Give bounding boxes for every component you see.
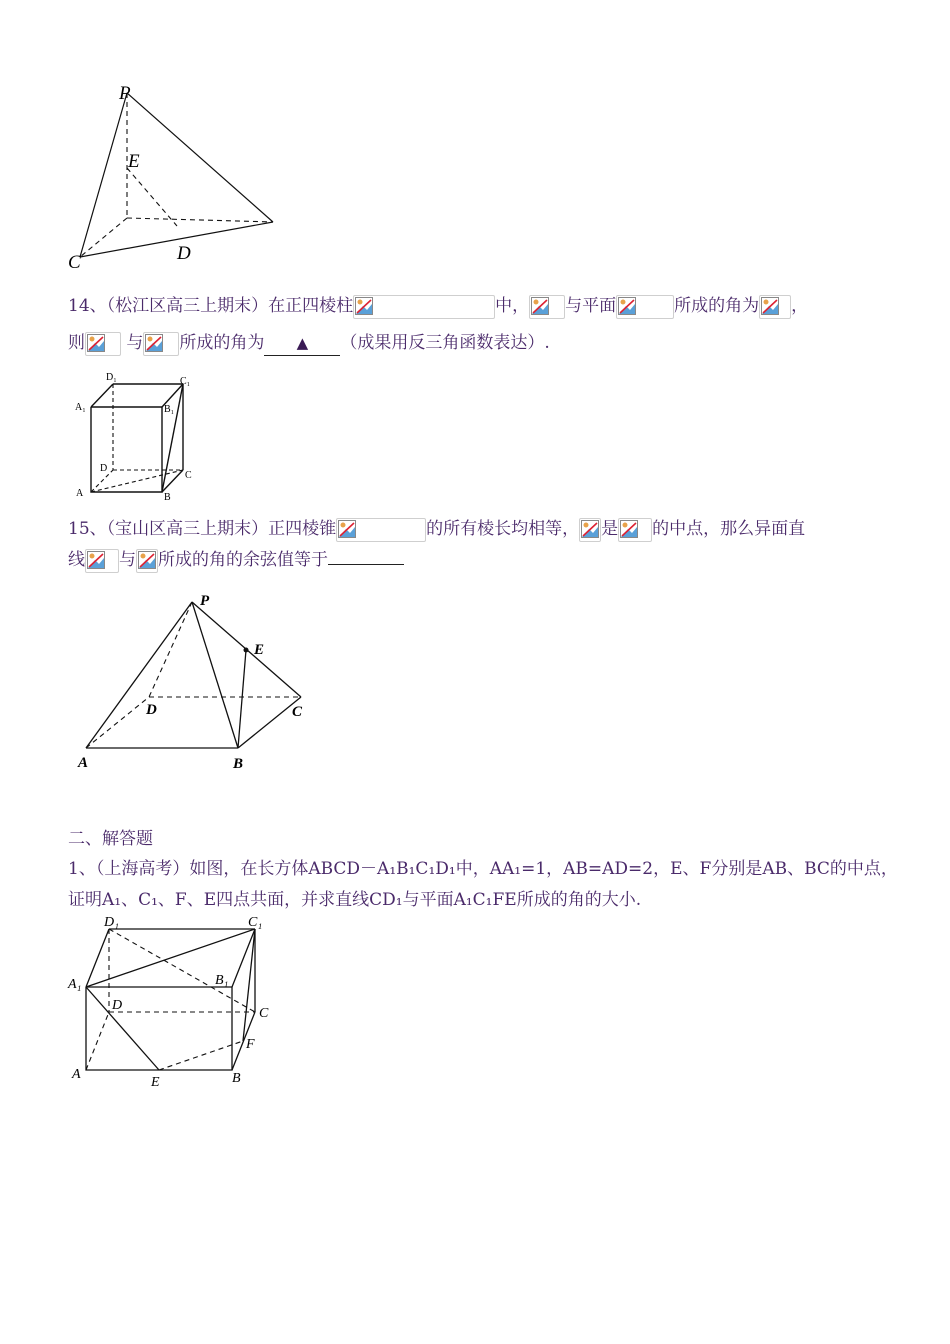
broken-image-icon bbox=[87, 551, 105, 569]
image-placeholder bbox=[85, 332, 121, 356]
label-B: B bbox=[232, 1071, 241, 1086]
label-C: C bbox=[185, 470, 192, 481]
figure-prism bbox=[66, 366, 206, 506]
label-D1: D₁ bbox=[104, 915, 119, 930]
image-placeholder bbox=[759, 295, 791, 319]
label-A: A bbox=[76, 488, 84, 499]
broken-image-icon bbox=[338, 520, 356, 538]
label-P: P bbox=[200, 593, 210, 609]
image-placeholder bbox=[143, 332, 179, 356]
label-D1: D₁ bbox=[106, 372, 117, 383]
broken-image-icon bbox=[87, 334, 105, 352]
answer-blank bbox=[328, 550, 404, 565]
q14-line-1: 14、（松江区高三上期末）在正四棱柱 中， 与平面 所成的角为 ， bbox=[68, 294, 808, 319]
broken-image-icon bbox=[355, 297, 373, 315]
broken-image-icon bbox=[761, 297, 779, 315]
image-placeholder bbox=[336, 518, 426, 542]
label-D: D bbox=[112, 998, 123, 1013]
broken-image-icon bbox=[620, 520, 638, 538]
q15-line-2: 线 与 所成的角的余弦值等于 bbox=[68, 548, 404, 573]
image-placeholder bbox=[616, 295, 674, 319]
label-E: E bbox=[254, 642, 265, 658]
q15-line-1: 15、（宝山区高三上期末）正四棱锥 的所有棱长均相等， 是 的中点，那么异面直 bbox=[68, 517, 805, 542]
image-placeholder bbox=[136, 549, 158, 573]
label-P: P bbox=[119, 83, 131, 104]
q14-line-2: 则 与 所成的角为 ▲ （成果用反三角函数表达）. bbox=[68, 331, 550, 356]
broken-image-icon bbox=[618, 297, 636, 315]
broken-image-icon bbox=[531, 297, 549, 315]
figure-cuboid bbox=[66, 910, 286, 1095]
label-C1: C₁ bbox=[248, 915, 263, 930]
label-A: A bbox=[78, 755, 89, 771]
label-A1: A₁ bbox=[68, 977, 82, 992]
image-placeholder bbox=[618, 518, 652, 542]
label-D: D bbox=[146, 702, 157, 718]
label-C: C bbox=[259, 1006, 269, 1021]
label-B1: B₁ bbox=[215, 973, 229, 988]
label-B1: B₁ bbox=[164, 404, 175, 415]
figure-pyramid-2 bbox=[70, 590, 320, 775]
label-C1: C₁ bbox=[180, 376, 191, 387]
broken-image-icon bbox=[581, 520, 599, 538]
problem-1-line-1: 1、（上海高考）如图，在长方体ABCD－A₁B₁C₁D₁中，AA₁=1，AB=AD=2，E、F分别是AB、BC的中点， bbox=[68, 859, 898, 879]
label-A: A bbox=[72, 1067, 81, 1082]
section-heading: 二、解答题 bbox=[68, 829, 153, 849]
label-C: C bbox=[68, 252, 81, 273]
problem-1-line-2: 证明A₁、C₁、F、E四点共面，并求直线CD₁与平面A₁C₁FE所成的角的大小. bbox=[68, 890, 642, 910]
label-A1: A₁ bbox=[75, 402, 86, 413]
image-placeholder bbox=[85, 549, 119, 573]
image-placeholder bbox=[529, 295, 565, 319]
answer-blank bbox=[264, 331, 340, 356]
label-E: E bbox=[151, 1075, 160, 1090]
label-D: D bbox=[100, 463, 108, 474]
label-B: B bbox=[164, 492, 171, 503]
label-C: C bbox=[292, 704, 303, 720]
label-B: B bbox=[233, 756, 244, 772]
label-F: F bbox=[246, 1037, 255, 1052]
triangle-marker: ▲ bbox=[296, 334, 309, 352]
image-placeholder bbox=[353, 295, 495, 319]
broken-image-icon bbox=[138, 551, 156, 569]
label-D: D bbox=[177, 243, 191, 264]
figure-pyramid-1 bbox=[60, 80, 290, 275]
image-placeholder bbox=[579, 518, 601, 542]
label-E: E bbox=[128, 151, 140, 172]
broken-image-icon bbox=[145, 334, 163, 352]
